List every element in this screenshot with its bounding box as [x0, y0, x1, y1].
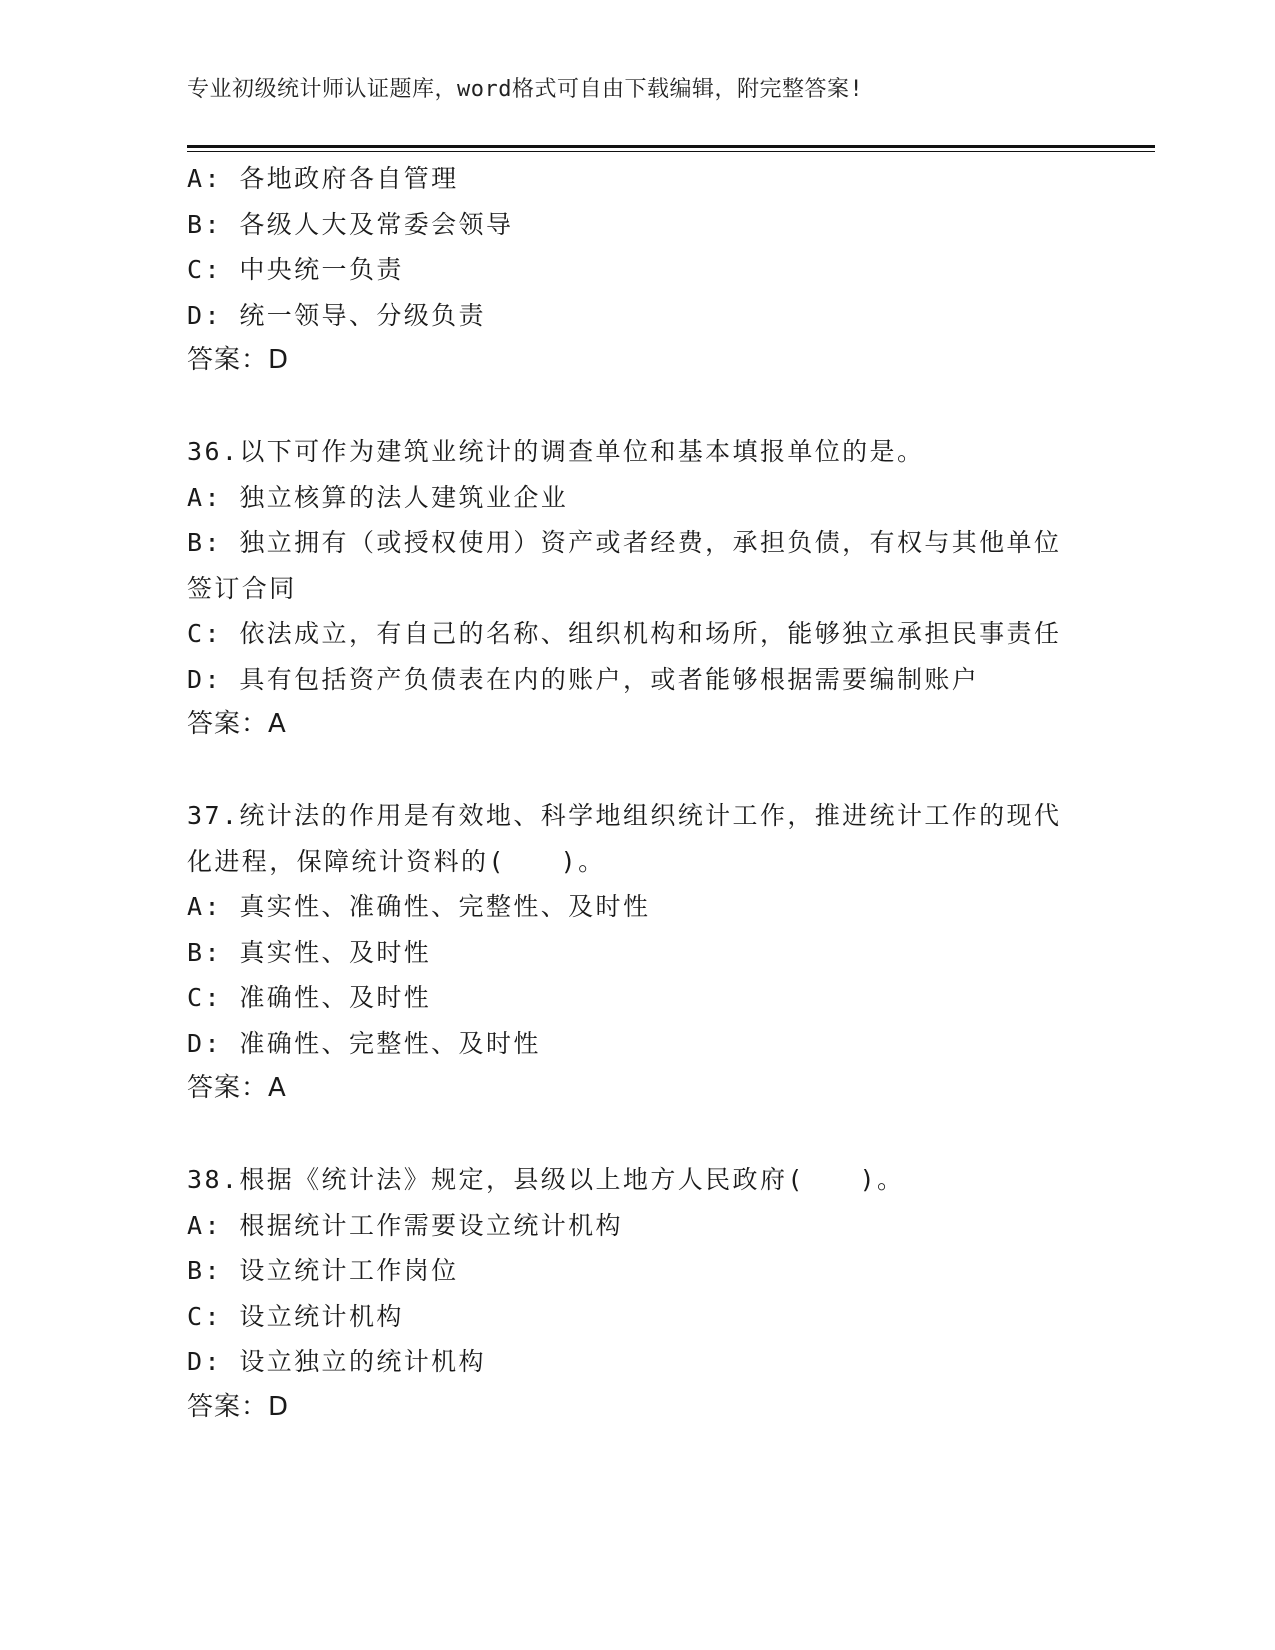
option-d: D: 具有包括资产负债表在内的账户，或者能够根据需要编制账户	[187, 664, 980, 694]
option-a: A: 真实性、准确性、完整性、及时性	[187, 892, 651, 921]
header-rule-thick	[187, 145, 1155, 148]
option-c: C: 中央统一负责	[187, 255, 404, 284]
question-text: 38.根据《统计法》规定，县级以上地方人民政府( )。	[187, 1165, 905, 1194]
answer: 答案：D	[187, 1391, 290, 1422]
header-rule-thin	[187, 151, 1155, 152]
question-35	[187, 156, 1087, 384]
answer: 答案：D	[187, 345, 290, 375]
question-37	[187, 793, 1087, 1112]
question-36	[187, 429, 1087, 748]
spacer	[187, 1112, 1087, 1158]
question-text: 37.统计法的作用是有效地、科学地组织统计工作，推进统计工作的现代化进程，保障统计资料的( )。	[187, 801, 1062, 876]
option-a: A: 独立核算的法人建筑业企业	[187, 482, 569, 512]
spacer	[187, 748, 1087, 794]
option-b: B: 设立统计工作岗位	[187, 1256, 459, 1285]
option-d: D: 设立独立的统计机构	[187, 1347, 486, 1376]
option-d: D: 准确性、完整性、及时性	[187, 1028, 541, 1058]
question-38	[187, 1157, 1087, 1430]
option-a: A: 根据统计工作需要设立统计机构	[187, 1210, 623, 1240]
answer: 答案：A	[187, 709, 287, 739]
page-header: 专业初级统计师认证题库，word格式可自由下载编辑，附完整答案!	[187, 77, 864, 102]
answer: 答案：A	[187, 1073, 287, 1103]
option-c: C: 设立统计机构	[187, 1301, 404, 1331]
option-d: D: 统一领导、分级负责	[187, 300, 486, 330]
option-c: C: 依法成立，有自己的名称、组织机构和场所，能够独立承担民事责任	[187, 619, 1062, 648]
option-c: C: 准确性、及时性	[187, 983, 432, 1012]
question-list	[187, 156, 1087, 1430]
option-a: A: 各地政府各自管理	[187, 164, 459, 193]
spacer	[187, 384, 1087, 430]
option-b: B: 各级人大及常委会领导	[187, 209, 514, 239]
option-b: B: 真实性、及时性	[187, 937, 432, 967]
question-text: 36.以下可作为建筑业统计的调查单位和基本填报单位的是。	[187, 437, 925, 466]
option-b: B: 独立拥有（或授权使用）资产或者经费，承担负债，有权与其他单位签订合同	[187, 528, 1062, 603]
